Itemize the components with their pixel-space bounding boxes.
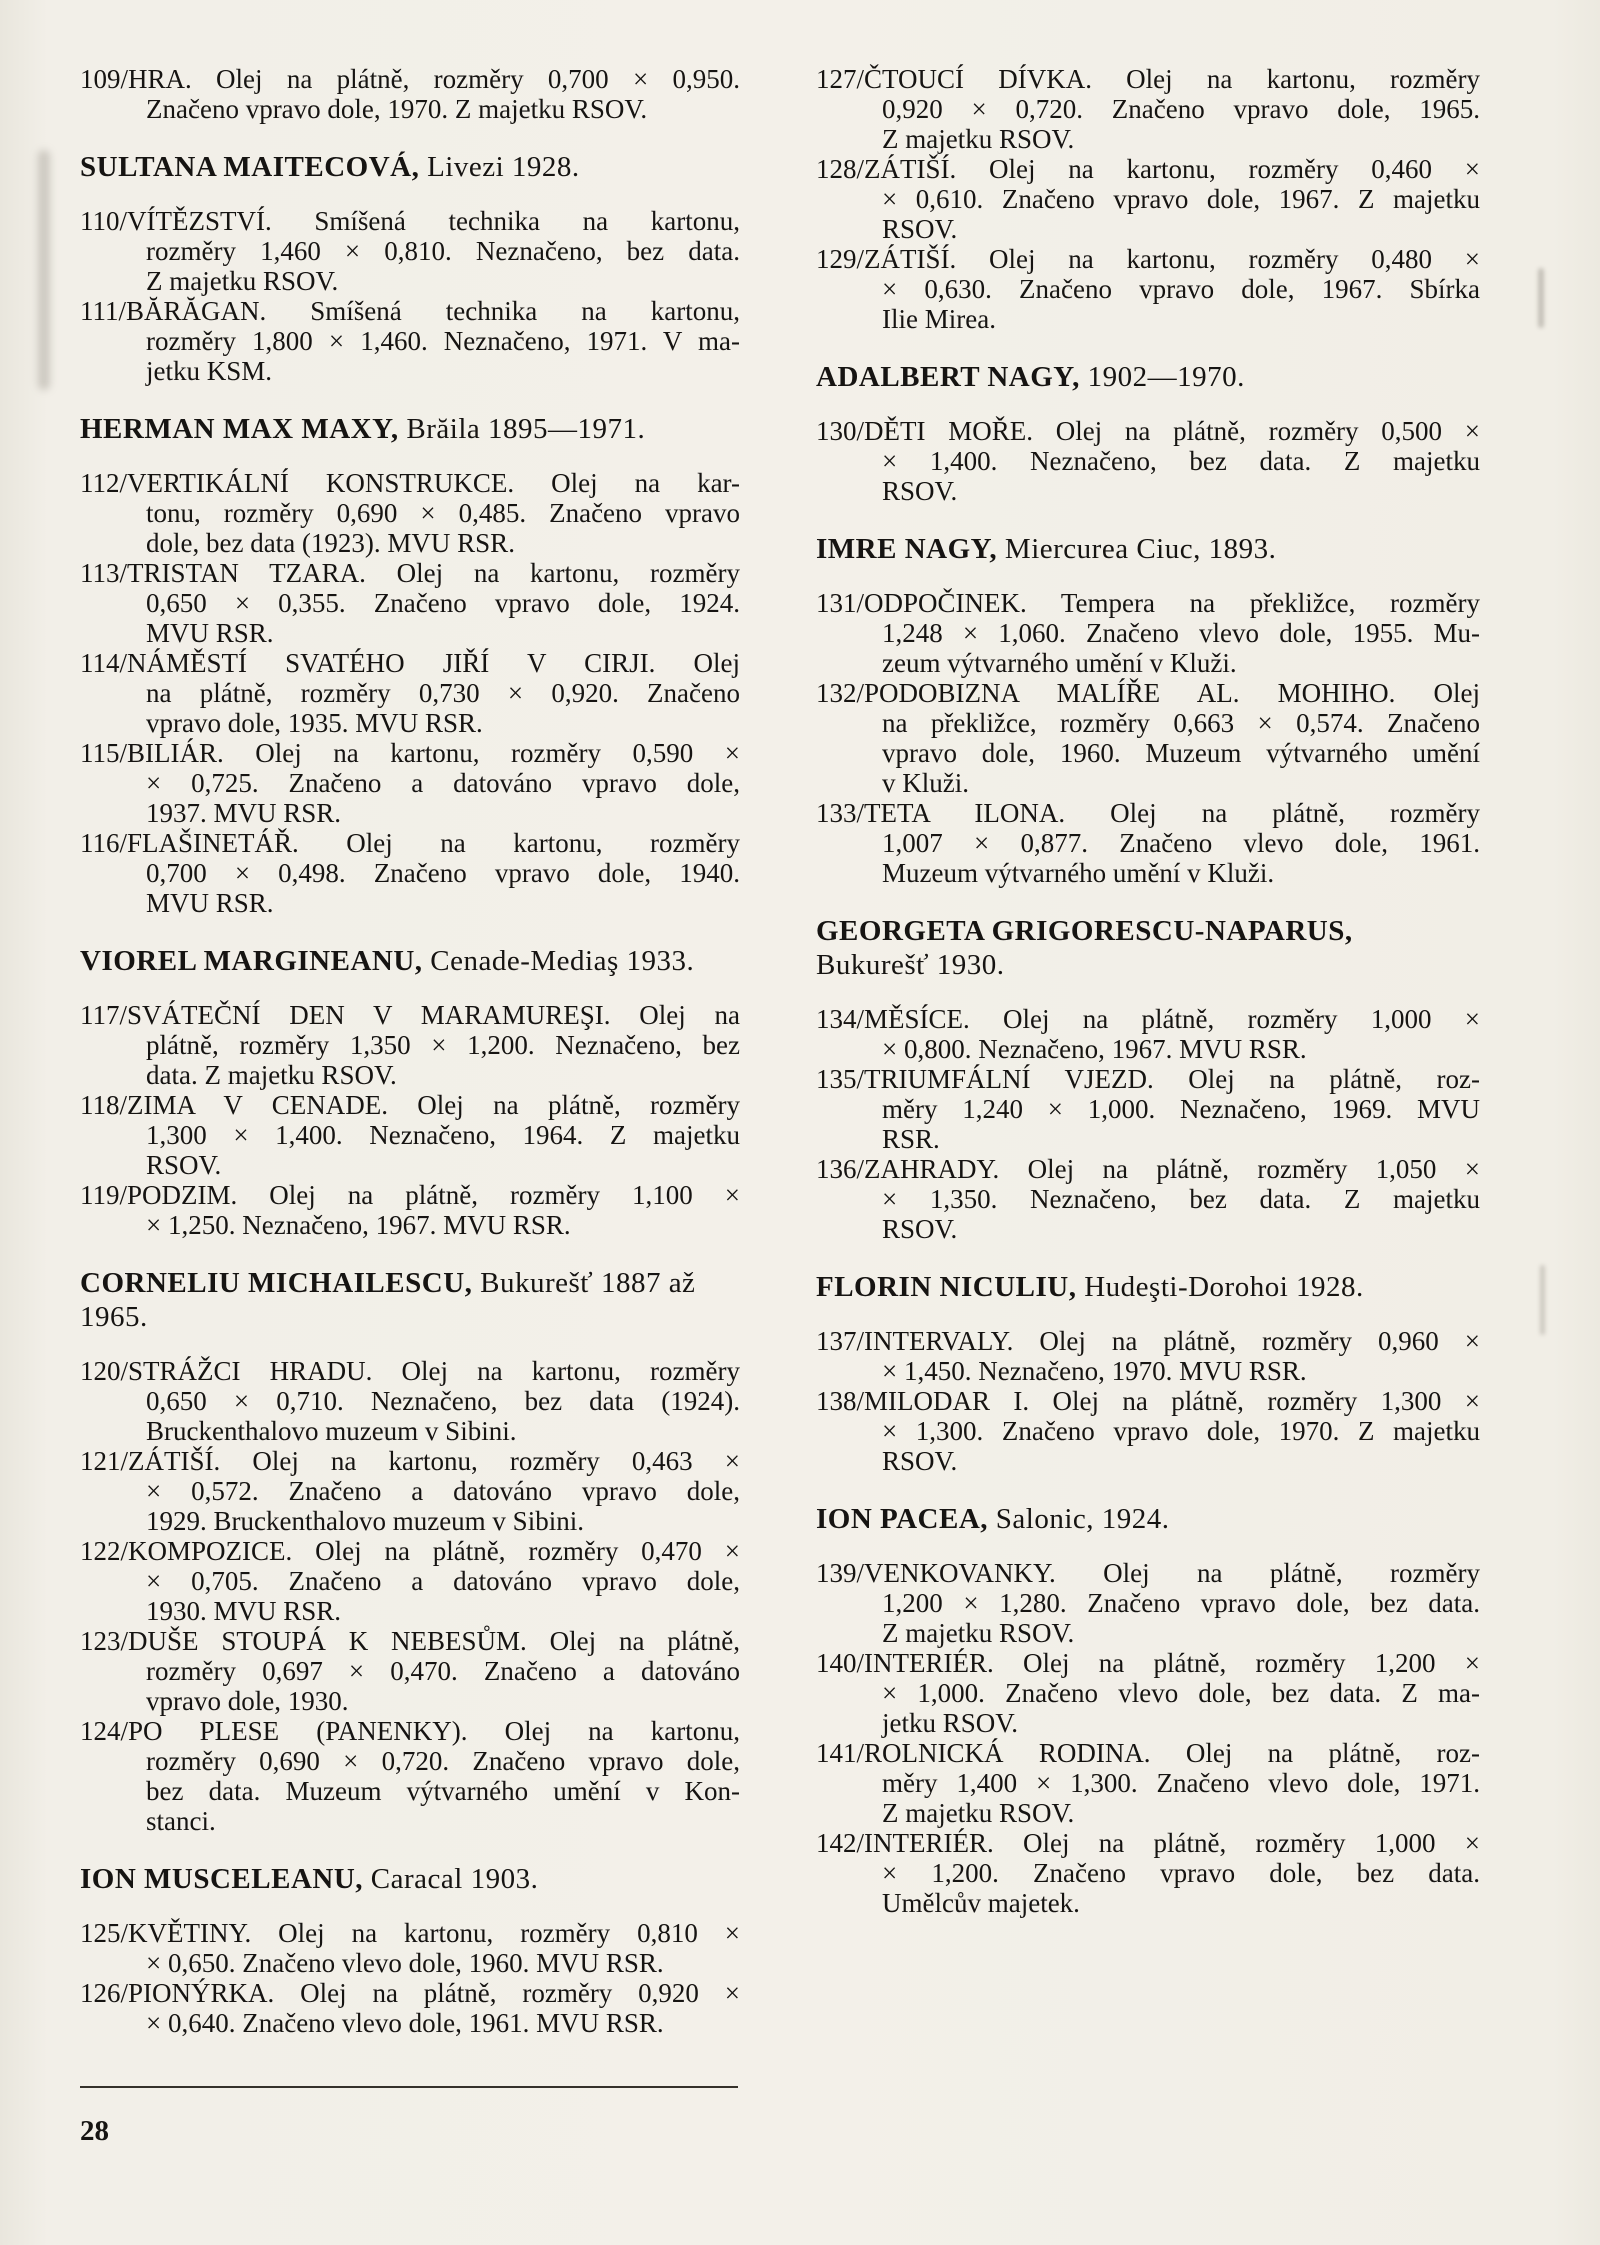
catalog-entry: [816, 588, 1480, 678]
scan-artifact: [1538, 268, 1544, 328]
catalog-entry: [816, 1738, 1480, 1828]
artist-detail: Livezi 1928.: [419, 151, 580, 183]
entry-line: × 1,000. Značeno vlevo dole, bez data. Z ma-: [882, 1678, 1480, 1708]
artist-detail: Hudeşti-Dorohoi 1928.: [1076, 1271, 1364, 1303]
entry-line: RSOV.: [882, 214, 958, 244]
catalog-entry: [80, 1536, 740, 1626]
catalog-entry: [816, 1326, 1480, 1386]
scan-artifact: [1540, 1265, 1545, 1335]
entry-line: 0,650 × 0,710. Neznačeno, bez data (1924).: [146, 1386, 740, 1416]
catalog-entry: [80, 1626, 740, 1716]
artist-heading-line: [816, 360, 1480, 394]
entry-line: 130/DĚTI MOŘE. Olej na plátně, rozměry 0,500 ×: [816, 416, 1480, 446]
entry-line: 123/DUŠE STOUPÁ K NEBESŮM. Olej na plátně,: [80, 1626, 740, 1656]
entry-line: rozměry 1,460 × 0,810. Neznačeno, bez data.: [146, 236, 740, 266]
entry-line: RSOV.: [146, 1150, 222, 1180]
catalog-entry: [80, 828, 740, 918]
entry-line: 122/KOMPOZICE. Olej na plátně, rozměry 0,470 ×: [80, 1536, 740, 1566]
artist-heading-line: [816, 914, 1480, 948]
entry-line: měry 1,400 × 1,300. Značeno vlevo dole, 1971.: [882, 1768, 1480, 1798]
catalog-entry: [816, 244, 1480, 334]
entry-line: 133/TETA ILONA. Olej na plátně, rozměry: [816, 798, 1480, 828]
catalog-entry: [816, 1154, 1480, 1244]
entry-line: 1937. MVU RSR.: [146, 798, 342, 828]
entry-line: 1930. MVU RSR.: [146, 1596, 342, 1626]
text-column-right: [816, 64, 1480, 1918]
entry-line: v Kluži.: [882, 768, 969, 798]
entry-line: tonu, rozměry 0,690 × 0,485. Značeno vpravo: [146, 498, 740, 528]
entry-line: zeum výtvarného umění v Kluži.: [882, 648, 1237, 678]
entry-line: 116/FLAŠINETÁŘ. Olej na kartonu, rozměry: [80, 828, 740, 858]
footer-rule: [80, 2086, 738, 2088]
entry-line: × 1,250. Neznačeno, 1967. MVU RSR.: [146, 1210, 571, 1240]
artist-heading-line: [80, 412, 740, 446]
artist-detail: Caracal 1903.: [363, 1863, 539, 1895]
artist-detail: Bukurešť 1930.: [816, 949, 1005, 981]
artist-heading: [80, 944, 740, 978]
entry-line: 124/PO PLESE (PANENKY). Olej na kartonu,: [80, 1716, 740, 1746]
entry-line: 142/INTERIÉR. Olej na plátně, rozměry 1,000 ×: [816, 1828, 1480, 1858]
artist-detail: 1902—1970.: [1079, 361, 1245, 393]
artist-heading-line: [816, 1502, 1480, 1536]
artist-detail: Bukurešť 1887 až: [472, 1267, 696, 1299]
entry-line: Umělcův majetek.: [882, 1888, 1080, 1918]
catalog-entry: [816, 1558, 1480, 1648]
entry-line: × 0,572. Značeno a datováno vpravo dole,: [146, 1476, 740, 1506]
entry-line: 137/INTERVALY. Olej na plátně, rozměry 0,960 ×: [816, 1326, 1480, 1356]
entry-line: Z majetku RSOV.: [882, 124, 1075, 154]
artist-heading: [816, 1502, 1480, 1536]
entry-line: Ilie Mirea.: [882, 304, 996, 334]
page-number: 28: [80, 2115, 109, 2147]
entry-line: × 0,800. Neznačeno, 1967. MVU RSR.: [882, 1034, 1307, 1064]
catalog-entry: [80, 1978, 740, 2038]
entry-line: vpravo dole, 1930.: [146, 1686, 349, 1716]
entry-line: 1,300 × 1,400. Neznačeno, 1964. Z majetku: [146, 1120, 740, 1150]
artist-name: IMRE NAGY,: [816, 533, 998, 565]
catalog-entry: [80, 296, 740, 386]
artist-heading-line: [80, 1266, 740, 1300]
catalog-entry: [80, 206, 740, 296]
catalog-entry: [80, 1918, 740, 1978]
catalog-entry: [816, 416, 1480, 506]
entry-line: na plátně, rozměry 0,730 × 0,920. Značeno: [146, 678, 740, 708]
catalog-entry: [816, 1828, 1480, 1918]
artist-name: ION MUSCELEANU,: [80, 1863, 364, 1895]
artist-detail: Salonic, 1924.: [988, 1503, 1170, 1535]
catalog-entry: [80, 64, 740, 124]
entry-line: 120/STRÁŽCI HRADU. Olej na kartonu, rozměry: [80, 1356, 740, 1386]
artist-heading: [816, 360, 1480, 394]
entry-line: 129/ZÁTIŠÍ. Olej na kartonu, rozměry 0,480 ×: [816, 244, 1480, 274]
artist-name: GEORGETA GRIGORESCU-NAPARUS,: [816, 915, 1353, 947]
catalog-entry: [80, 738, 740, 828]
artist-heading: [816, 1270, 1480, 1304]
artist-name: ION PACEA,: [816, 1503, 989, 1535]
artist-heading-line: [80, 944, 740, 978]
catalog-entry: [816, 1386, 1480, 1476]
entry-line: bez data. Muzeum výtvarného umění v Kon-: [146, 1776, 740, 1806]
entry-line: 1929. Bruckenthalovo muzeum v Sibini.: [146, 1506, 584, 1536]
entry-line: měry 1,240 × 1,000. Neznačeno, 1969. MVU: [882, 1094, 1480, 1124]
entry-line: × 1,450. Neznačeno, 1970. MVU RSR.: [882, 1356, 1307, 1386]
entry-line: MVU RSR.: [146, 618, 274, 648]
entry-line: 110/VÍTĚZSTVÍ. Smíšená technika na kartonu,: [80, 206, 740, 236]
entry-line: 118/ZIMA V CENADE. Olej na plátně, rozměry: [80, 1090, 740, 1120]
catalog-entry: [816, 678, 1480, 798]
catalog-entry: [80, 1180, 740, 1240]
artist-heading-line: [816, 948, 1480, 982]
artist-heading-line: [816, 1270, 1480, 1304]
artist-name: ADALBERT NAGY,: [816, 361, 1080, 393]
entry-line: data. Z majetku RSOV.: [146, 1060, 397, 1090]
entry-line: vpravo dole, 1935. MVU RSR.: [146, 708, 483, 738]
entry-line: Z majetku RSOV.: [146, 266, 339, 296]
catalog-entry: [80, 1356, 740, 1446]
catalog-entry: [816, 1064, 1480, 1154]
artist-name: HERMAN MAX MAXY,: [80, 413, 399, 445]
entry-line: rozměry 0,690 × 0,720. Značeno vpravo dole,: [146, 1746, 740, 1776]
entry-line: 0,650 × 0,355. Značeno vpravo dole, 1924.: [146, 588, 740, 618]
entry-line: Z majetku RSOV.: [882, 1798, 1075, 1828]
artist-name: SULTANA MAITECOVÁ,: [80, 151, 420, 183]
entry-line: 1,007 × 0,877. Značeno vlevo dole, 1961.: [882, 828, 1480, 858]
entry-line: 113/TRISTAN TZARA. Olej na kartonu, rozměry: [80, 558, 740, 588]
entry-line: RSOV.: [882, 1446, 958, 1476]
artist-heading-line: [80, 1300, 740, 1334]
artist-heading-line: [80, 150, 740, 184]
catalog-entry: [80, 1716, 740, 1836]
entry-line: 141/ROLNICKÁ RODINA. Olej na plátně, roz-: [816, 1738, 1480, 1768]
catalog-entry: [80, 1446, 740, 1536]
entry-line: × 0,650. Značeno vlevo dole, 1960. MVU RSR.: [146, 1948, 664, 1978]
entry-line: 109/HRA. Olej na plátně, rozměry 0,700 × 0,950.: [80, 64, 740, 94]
entry-line: 134/MĚSÍCE. Olej na plátně, rozměry 1,000 ×: [816, 1004, 1480, 1034]
catalog-entry: [816, 1004, 1480, 1064]
entry-line: × 0,725. Značeno a datováno vpravo dole,: [146, 768, 740, 798]
catalog-entry: [80, 1090, 740, 1180]
artist-heading: [816, 532, 1480, 566]
entry-line: × 0,610. Značeno vpravo dole, 1967. Z majetku: [882, 184, 1480, 214]
artist-detail: Miercurea Ciuc, 1893.: [997, 533, 1277, 565]
artist-detail: 1965.: [80, 1301, 148, 1333]
entry-line: 111/BĂRĂGAN. Smíšená technika na kartonu,: [80, 296, 740, 326]
catalog-entry: [80, 468, 740, 558]
artist-detail: Cenade-Mediaş 1933.: [422, 945, 695, 977]
entry-line: 128/ZÁTIŠÍ. Olej na kartonu, rozměry 0,460 ×: [816, 154, 1480, 184]
catalog-entry: [816, 1648, 1480, 1738]
catalog-entry: [816, 154, 1480, 244]
entry-line: 136/ZAHRADY. Olej na plátně, rozměry 1,050 ×: [816, 1154, 1480, 1184]
entry-line: MVU RSR.: [146, 888, 274, 918]
entry-line: Z majetku RSOV.: [882, 1618, 1075, 1648]
entry-line: na překližce, rozměry 0,663 × 0,574. Značeno: [882, 708, 1480, 738]
entry-line: Značeno vpravo dole, 1970. Z majetku RSOV.: [146, 94, 648, 124]
artist-heading: [816, 914, 1480, 982]
artist-heading: [80, 150, 740, 184]
entry-line: 0,920 × 0,720. Značeno vpravo dole, 1965.: [882, 94, 1480, 124]
artist-heading: [80, 412, 740, 446]
entry-line: jetku RSOV.: [882, 1708, 1019, 1738]
entry-line: 140/INTERIÉR. Olej na plátně, rozměry 1,200 ×: [816, 1648, 1480, 1678]
entry-line: Bruckenthalovo muzeum v Sibini.: [146, 1416, 517, 1446]
entry-line: × 0,640. Značeno vlevo dole, 1961. MVU RSR.: [146, 2008, 664, 2038]
entry-line: plátně, rozměry 1,350 × 1,200. Neznačeno, bez: [146, 1030, 740, 1060]
entry-line: RSOV.: [882, 476, 958, 506]
artist-name: CORNELIU MICHAILESCU,: [80, 1267, 473, 1299]
entry-line: 135/TRIUMFÁLNÍ VJEZD. Olej na plátně, roz-: [816, 1064, 1480, 1094]
entry-line: 114/NÁMĚSTÍ SVATÉHO JIŘÍ V CIRJI. Olej: [80, 648, 740, 678]
entry-line: 112/VERTIKÁLNÍ KONSTRUKCE. Olej na kar-: [80, 468, 740, 498]
entry-line: 132/PODOBIZNA MALÍŘE AL. MOHIHO. Olej: [816, 678, 1480, 708]
catalog-entry: [816, 64, 1480, 154]
entry-line: 119/PODZIM. Olej na plátně, rozměry 1,100 ×: [80, 1180, 740, 1210]
entry-line: × 1,300. Značeno vpravo dole, 1970. Z majetku: [882, 1416, 1480, 1446]
artist-heading: [80, 1862, 740, 1896]
entry-line: 127/ČTOUCÍ DÍVKA. Olej na kartonu, rozměry: [816, 64, 1480, 94]
entry-line: RSOV.: [882, 1214, 958, 1244]
entry-line: 125/KVĚTINY. Olej na kartonu, rozměry 0,810 ×: [80, 1918, 740, 1948]
entry-line: stanci.: [146, 1806, 216, 1836]
catalog-entry: [80, 1000, 740, 1090]
catalog-entry: [80, 648, 740, 738]
catalog-entry: [816, 798, 1480, 888]
entry-line: 1,200 × 1,280. Značeno vpravo dole, bez data.: [882, 1588, 1480, 1618]
text-column-left: [80, 64, 740, 2038]
catalog-entry: [80, 558, 740, 648]
entry-line: 139/VENKOVANKY. Olej na plátně, rozměry: [816, 1558, 1480, 1588]
entry-line: rozměry 0,697 × 0,470. Značeno a datováno: [146, 1656, 740, 1686]
entry-line: × 1,350. Neznačeno, bez data. Z majetku: [882, 1184, 1480, 1214]
entry-line: 126/PIONÝRKA. Olej na plátně, rozměry 0,920 ×: [80, 1978, 740, 2008]
entry-line: 131/ODPOČINEK. Tempera na překližce, rozměry: [816, 588, 1480, 618]
entry-line: vpravo dole, 1960. Muzeum výtvarného umění: [882, 738, 1480, 768]
scan-artifact: [38, 150, 50, 390]
entry-line: 121/ZÁTIŠÍ. Olej na kartonu, rozměry 0,463 ×: [80, 1446, 740, 1476]
entry-line: 138/MILODAR I. Olej na plátně, rozměry 1,300 ×: [816, 1386, 1480, 1416]
entry-line: jetku KSM.: [146, 356, 273, 386]
entry-line: × 1,200. Značeno vpravo dole, bez data.: [882, 1858, 1480, 1888]
artist-name: VIOREL MARGINEANU,: [80, 945, 423, 977]
entry-line: 115/BILIÁR. Olej na kartonu, rozměry 0,590 ×: [80, 738, 740, 768]
entry-line: 117/SVÁTEČNÍ DEN V MARAMUREŞI. Olej na: [80, 1000, 740, 1030]
artist-name: FLORIN NICULIU,: [816, 1271, 1077, 1303]
entry-line: × 0,705. Značeno a datováno vpravo dole,: [146, 1566, 740, 1596]
entry-line: Muzeum výtvarného umění v Kluži.: [882, 858, 1275, 888]
entry-line: 1,248 × 1,060. Značeno vlevo dole, 1955. Mu-: [882, 618, 1480, 648]
entry-line: RSR.: [882, 1124, 940, 1154]
entry-line: 0,700 × 0,498. Značeno vpravo dole, 1940.: [146, 858, 740, 888]
artist-heading-line: [816, 532, 1480, 566]
entry-line: × 0,630. Značeno vpravo dole, 1967. Sbírka: [882, 274, 1480, 304]
artist-detail: Brăila 1895—1971.: [398, 413, 646, 445]
entry-line: dole, bez data (1923). MVU RSR.: [146, 528, 515, 558]
entry-line: rozměry 1,800 × 1,460. Neznačeno, 1971. V ma-: [146, 326, 740, 356]
entry-line: × 1,400. Neznačeno, bez data. Z majetku: [882, 446, 1480, 476]
artist-heading-line: [80, 1862, 740, 1896]
artist-heading: [80, 1266, 740, 1334]
